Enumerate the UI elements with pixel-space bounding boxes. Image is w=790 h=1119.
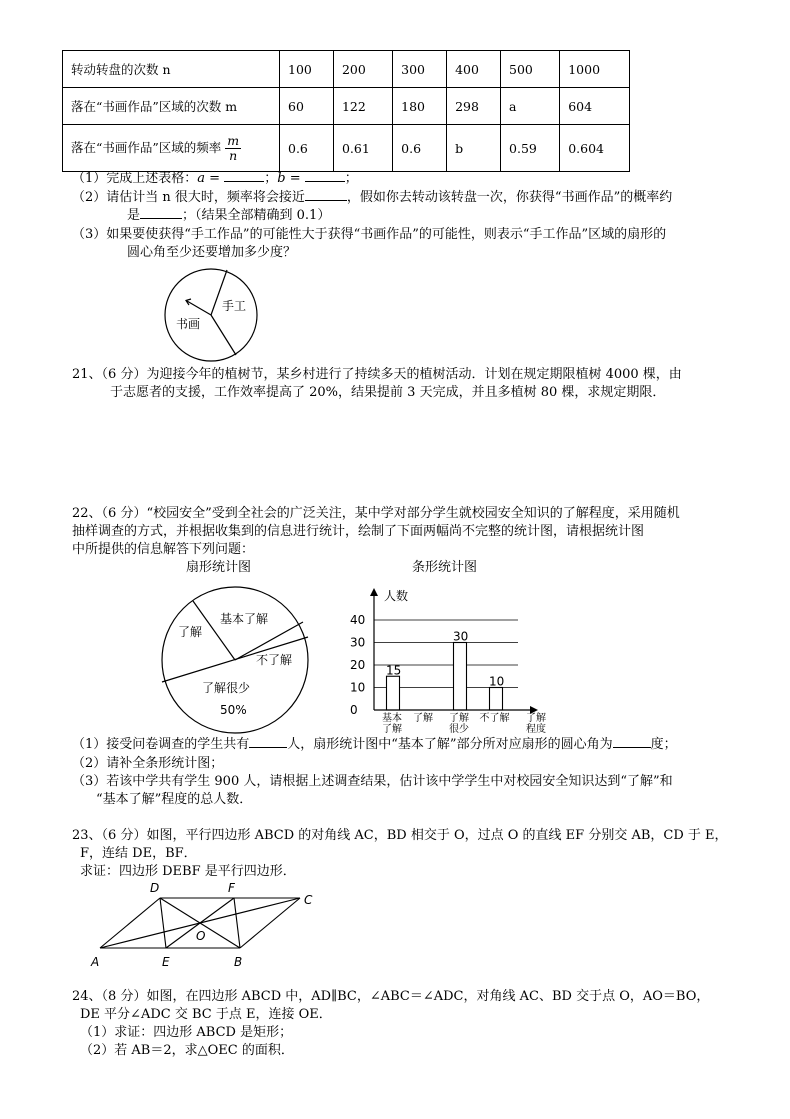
q22-part2: （2）请补全条形统计图； [72,756,224,771]
separator: ； [264,171,278,186]
segment-DE [160,898,166,948]
point-label-C: C [304,893,313,907]
segment-BF [234,898,240,948]
spinner-pointer [187,301,211,315]
point-label-D: D [150,881,160,895]
table-row [63,88,630,125]
table-cell: 0.59 [501,125,560,172]
table-cell: 400 [447,51,501,88]
spinner-diagram [158,268,270,364]
bar-ylabel: 人数 [384,589,409,603]
y-tick-label: 10 [350,680,366,695]
var-a: a [197,171,206,186]
bar-xlabel-line2: 程度 [526,724,546,735]
q20-part2-note: ；（结果全部精确到 0.1） [182,208,331,223]
q23-line3: 求证：四边形 DEBF 是平行四边形． [80,864,296,879]
fraction-m-over-n [225,134,241,163]
frequency-table [62,50,630,172]
q22-part1-text-cont: 人，扇形统计图中“基本了解”部分所对应扇形的圆心角为 [287,737,613,752]
q22-part1-text: （1）接受问卷调查的学生共有 [72,737,250,752]
q22-line3: 中所提供的信息解答下列问题： [72,542,255,557]
q20-part2-text-cont: ，假如你去转动该转盘一次，你获得“书画作品”的概率约 [346,190,673,205]
var-b: b [277,171,286,186]
q22-line1: 22、（6 分）“校园安全”受到全社会的广泛关注，某中学对部分学生就校园安全知识的了解程度，采用随机 [72,506,680,521]
q20-part3-line2: 圆心角至少还要增加多少度？ [127,245,297,260]
q20-part2 [72,189,672,207]
table-cell [63,125,280,172]
bar-xlabel-line1: 了解 [526,713,546,724]
table-cell: 500 [501,51,560,88]
x-category-label: 了解 [449,713,469,724]
bar-value-label: 15 [386,663,402,678]
bar-3 [490,688,503,711]
x-category-label: 基本 [382,713,402,724]
answer-blank[interactable] [140,218,182,219]
equals-sign: = [285,171,305,186]
table-cell: 298 [447,88,501,125]
q22-part1 [72,736,677,754]
bar-0 [387,676,400,710]
separator: ； [344,171,358,186]
point-label-O: O [196,929,206,943]
y-tick-label: 0 [350,703,358,717]
pie-label-understand: 了解 [178,625,203,639]
table-cell: 100 [280,51,334,88]
q20-part3: （3）如果要使获得“手工作品”的可能性大于获得“书画作品”的可能性，则表示“手工作品”区域的扇形的 [72,227,667,242]
y-tick-label: 20 [350,658,366,672]
bar-chart-title: 条形统计图 [412,560,478,575]
table-cell: 1000 [560,51,630,88]
q23-line1: 23、（6 分）如图，平行四边形 ABCD 的对角线 AC，BD 相交于 O，过点 O 的直线 EF 分别交 AB，CD 于 E， [72,828,728,843]
bar-chart [340,580,570,740]
table-cell: 转动转盘的次数 n [63,51,280,88]
spinner-divider [211,315,236,355]
fraction-denominator: n [229,147,238,163]
q21-line1: 21、（6 分）为迎接今年的植树节，某乡村进行了持续多天的植树活动．计划在规定期限植树 4000 棵，由 [72,367,682,382]
point-label-A: A [91,955,100,969]
answer-blank[interactable] [613,747,651,748]
bar-value-label: 10 [489,674,505,689]
q24-line2: DE 平分∠ADC 交 BC 于点 E，连接 OE． [80,1007,332,1022]
spinner-label-handicraft: 手工 [222,299,247,313]
y-tick-label: 40 [350,613,366,627]
table-cell: a [501,88,560,125]
frequency-label: 落在“书画作品”区域的频率 [71,139,222,155]
q20-part2-line2 [127,207,330,225]
table-cell: 300 [393,51,447,88]
table-cell: b [447,125,501,172]
x-category-label: 了解 [382,724,402,735]
pie-chart [160,578,310,738]
pie-label-not-understand: 不了解 [256,653,293,667]
q22-part1-end: 度； [650,737,677,752]
point-label-F: F [228,881,235,895]
bar-2 [454,643,467,711]
table-cell: 0.604 [560,125,630,172]
point-label-E: E [162,955,170,969]
table-cell: 122 [333,88,392,125]
q24-line1: 24、（8 分）如图，在四边形 ABCD 中，AD∥BC，∠ABC＝∠ADC，对角线 AC、BD 交于点 O，AO＝BO， [72,989,710,1004]
q22-part3: （3）若该中学共有学生 900 人，请根据上述调查结果，估计该中学学生中对校园安全知识达到“了解”和 [72,774,673,789]
q20-part1 [72,170,358,188]
table-cell: 落在“书画作品”区域的次数 m [63,88,280,125]
answer-blank[interactable] [305,200,347,201]
table-row [63,51,630,88]
point-label-B: B [234,955,243,969]
table-row [63,125,630,172]
q23-line2: F，连结 DE，BF． [80,846,197,861]
bar-value-label: 30 [453,629,469,644]
q20-part1-text: （1）完成上述表格： [72,171,198,186]
table-cell: 180 [393,88,447,125]
pie-chart-title: 扇形统计图 [186,560,252,575]
q22-line2: 抽样调查的方式，并根据收集到的信息进行统计，绘制了下面两幅尚不完整的统计图，请根据统计图 [72,524,645,539]
answer-blank[interactable] [249,747,287,748]
x-category-label: 了解 [413,713,433,724]
y-tick-label: 30 [350,635,366,650]
fraction-numerator: m [227,132,240,148]
answer-blank[interactable] [305,181,345,182]
table-cell: 0.6 [280,125,334,172]
parallelogram-diagram [88,878,328,973]
equals-sign: = [205,171,225,186]
q21-line2: 于志愿者的支援，工作效率提高了 20%，结果提前 3 天完成，并且多植树 80 棵，求规定期限． [110,385,666,400]
table-cell: 0.61 [333,125,392,172]
table-cell: 60 [280,88,334,125]
table-cell: 604 [560,88,630,125]
q24-part1: （1）求证：四边形 ABCD 是矩形； [80,1025,293,1040]
x-category-label: 很少 [449,724,469,735]
answer-blank[interactable] [224,181,264,182]
x-category-label: 不了解 [479,713,510,724]
table-cell: 0.6 [393,125,447,172]
table-cell: 200 [333,51,392,88]
q24-part2: （2）若 AB＝2，求△OEC 的面积． [80,1043,294,1058]
pie-label-basic: 基本了解 [220,612,269,626]
spinner-label-painting: 书画 [176,317,201,331]
q20-part2-text: 是 [127,208,141,223]
q20-part2-text: （2）请估计当 n 很大时，频率将会接近 [72,190,305,205]
q22-part3-line2: “基本了解”程度的总人数． [96,792,253,807]
pie-label-little: 了解很少 [202,681,251,695]
pie-value-label: 50% [220,703,247,717]
y-axis-arrow-icon [370,588,378,596]
